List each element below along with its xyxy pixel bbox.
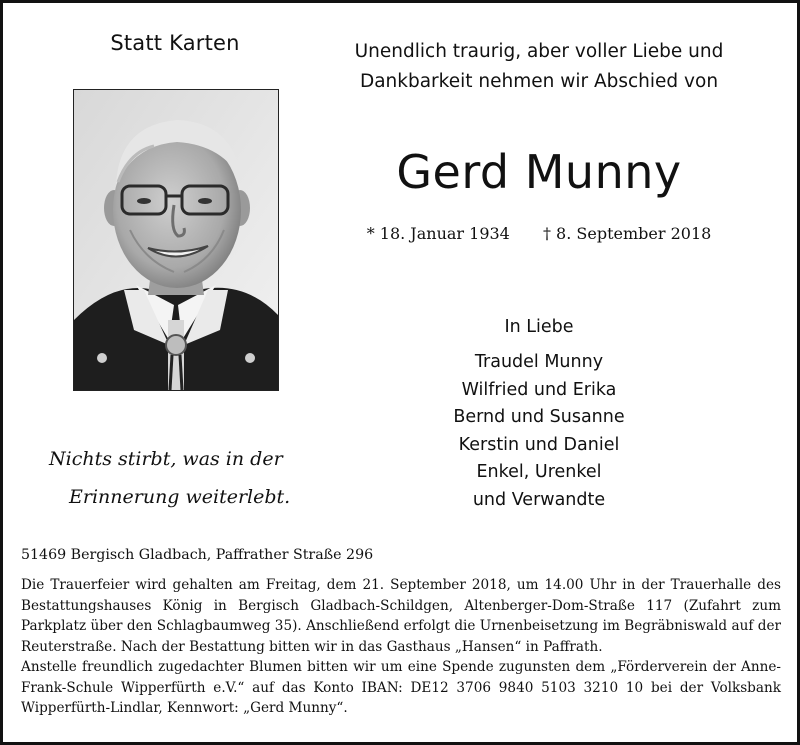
handwritten-quote <box>47 437 327 517</box>
statt-karten-label: Statt Karten <box>110 31 240 55</box>
deceased-name: Gerd Munny <box>396 145 682 199</box>
portrait-photo <box>73 89 279 391</box>
death-date: † 8. September 2018 <box>542 224 712 243</box>
funeral-details <box>21 575 781 719</box>
family-member: Bernd und Susanne <box>453 407 625 427</box>
announcement-line-2: Dankbarkeit nehmen wir Abschied von <box>359 71 719 92</box>
quote-line-1: Nichts stirbt, was in der <box>49 448 283 470</box>
donation-paragraph: Anstelle freundlich zugedachter Blumen bitten wir um eine Spende zugunsten dem „Förderverein der Anne-Frank-Schule Wipperfürth e.V.“ auf das Konto IBAN: DE12 3706 9840 5103 3210 10 bei der Volksbank Wipperfürth-Lindlar, Kennwort: „Gerd Munny“. <box>21 659 781 716</box>
family-member: Kerstin und Daniel <box>458 434 620 455</box>
family-member: Enkel, Urenkel <box>476 462 602 482</box>
announcement-line-1: Unendlich traurig, aber voller Liebe und <box>354 41 724 62</box>
family-section <box>383 313 695 514</box>
family-address: 51469 Bergisch Gladbach, Paffrather Straße 296 <box>21 547 374 563</box>
family-heading: In Liebe <box>504 317 574 337</box>
family-member: Wilfried und Erika <box>461 379 617 400</box>
funeral-paragraph: Die Trauerfeier wird gehalten am Freitag, dem 21. September 2018, um 14.00 Uhr in der Trauerhalle des Bestattungshauses König in Bergisch Gladbach-Schildgen, Altenberger-Dom-Straße 117 (Zufahrt zum Parkplatz über den Schlagbaumweg 35). Anschließend erfolgt die Urnenbeisetzung im Begräbniswald auf der Reuterstraße. Nach der Bestattung bitten wir in das Gasthaus „Hansen“ in Paffrath. <box>21 577 781 655</box>
family-member: und Verwandte <box>472 489 606 510</box>
birth-date: * 18. Januar 1934 <box>366 224 510 243</box>
announcement-text <box>321 37 757 97</box>
quote-line-2: Erinnerung weiterlebt. <box>69 486 291 508</box>
family-member: Traudel Munny <box>474 352 604 372</box>
life-dates <box>321 224 757 243</box>
